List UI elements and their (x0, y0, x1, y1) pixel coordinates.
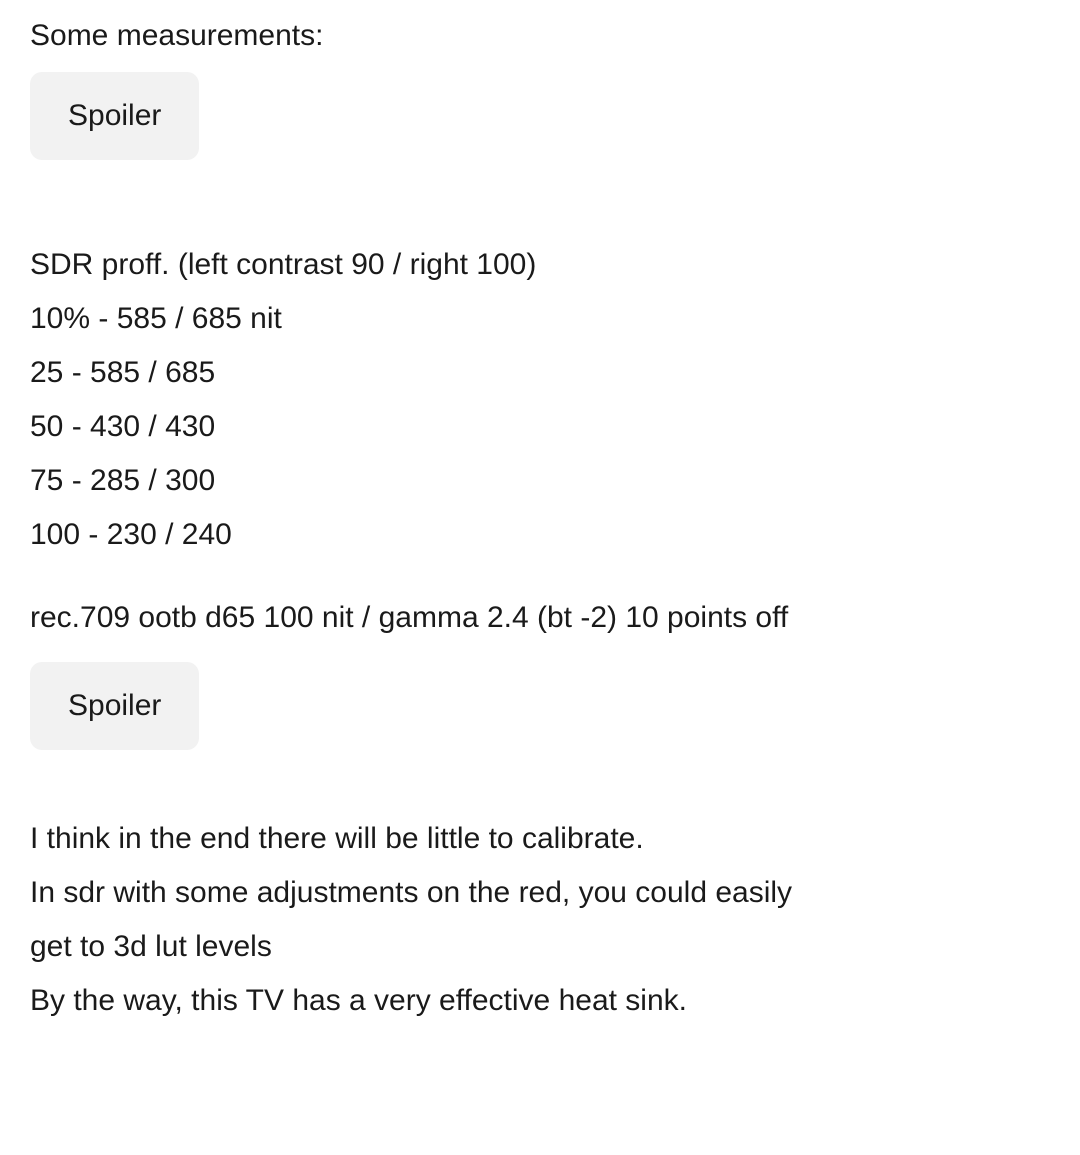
spoiler-block-2 (30, 662, 1050, 750)
measurement-line: 75 - 285 / 300 (30, 464, 216, 497)
measurement-line: 25 - 585 / 685 (30, 356, 216, 389)
spoiler-toggle-1[interactable]: Spoiler (30, 72, 199, 160)
spacer-3 (30, 640, 1050, 662)
measurement-line: 10% - 585 / 685 nit (30, 302, 282, 335)
spacer-1 (30, 160, 1050, 238)
spoiler-toggle-2[interactable]: Spoiler (30, 662, 199, 750)
measurement-line: 50 - 430 / 430 (30, 410, 216, 443)
intro-text: Some measurements: (30, 19, 324, 52)
closing-line: In sdr with some adjustments on the red, you could easily (30, 876, 793, 909)
closing-line: By the way, this TV has a very effective heat sink. (30, 984, 687, 1017)
closing-line: get to 3d lut levels (30, 930, 272, 963)
measurements-block (30, 238, 1050, 562)
closing-block (30, 812, 1050, 1028)
spacer-4 (30, 750, 1050, 812)
measurements-heading: SDR proff. (left contrast 90 / right 100) (30, 248, 537, 281)
measurement-line: 100 - 230 / 240 (30, 518, 232, 551)
spacer-2 (30, 562, 1050, 596)
spoiler-block-1 (30, 72, 1050, 160)
rec709-line: rec.709 ootb d65 100 nit / gamma 2.4 (bt -2) 10 points off (30, 601, 789, 634)
closing-line: I think in the end there will be little to calibrate. (30, 822, 644, 855)
